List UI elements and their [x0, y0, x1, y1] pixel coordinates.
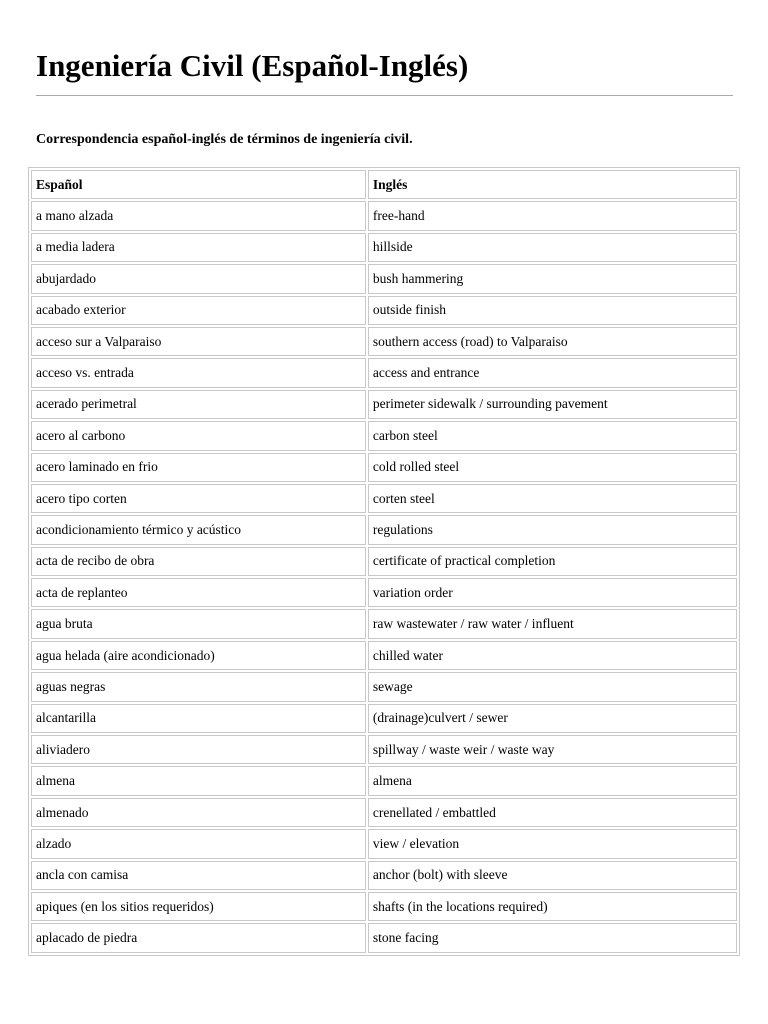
- term-english: southern access (road) to Valparaiso: [368, 327, 737, 356]
- term-english: corten steel: [368, 484, 737, 513]
- term-english: variation order: [368, 578, 737, 607]
- term-spanish: acabado exterior: [31, 296, 366, 325]
- term-spanish: acondicionamiento térmico y acústico: [31, 515, 366, 544]
- term-spanish: a mano alzada: [31, 201, 366, 230]
- term-english: access and entrance: [368, 358, 737, 387]
- term-english: anchor (bolt) with sleeve: [368, 861, 737, 890]
- table-row: [31, 578, 737, 607]
- term-english: shafts (in the locations required): [368, 892, 737, 921]
- table-row: [31, 641, 737, 670]
- table-row: [31, 798, 737, 827]
- term-spanish: aguas negras: [31, 672, 366, 701]
- term-english: crenellated / embattled: [368, 798, 737, 827]
- glossary-body: [31, 201, 737, 952]
- table-row: [31, 201, 737, 230]
- term-english: cold rolled steel: [368, 453, 737, 482]
- term-spanish: acceso vs. entrada: [31, 358, 366, 387]
- term-english: certificate of practical completion: [368, 547, 737, 576]
- table-row: [31, 829, 737, 858]
- term-spanish: agua bruta: [31, 609, 366, 638]
- term-spanish: almenado: [31, 798, 366, 827]
- term-english: almena: [368, 766, 737, 795]
- title-divider: [36, 95, 733, 96]
- term-english: free-hand: [368, 201, 737, 230]
- table-row: [31, 453, 737, 482]
- table-row: [31, 296, 737, 325]
- table-row: [31, 766, 737, 795]
- term-english: stone facing: [368, 923, 737, 952]
- glossary-table: [28, 167, 740, 956]
- table-row: [31, 264, 737, 293]
- table-row: [31, 892, 737, 921]
- term-spanish: acta de recibo de obra: [31, 547, 366, 576]
- header-english: Inglés: [368, 170, 737, 199]
- table-row: [31, 923, 737, 952]
- term-spanish: acta de replanteo: [31, 578, 366, 607]
- term-english: spillway / waste weir / waste way: [368, 735, 737, 764]
- header-spanish: Español: [31, 170, 366, 199]
- term-spanish: aplacado de piedra: [31, 923, 366, 952]
- term-spanish: abujardado: [31, 264, 366, 293]
- term-spanish: aliviadero: [31, 735, 366, 764]
- term-spanish: ancla con camisa: [31, 861, 366, 890]
- term-spanish: a media ladera: [31, 233, 366, 262]
- term-english: outside finish: [368, 296, 737, 325]
- term-english: regulations: [368, 515, 737, 544]
- glossary-header-row: [31, 170, 737, 199]
- term-spanish: acceso sur a Valparaiso: [31, 327, 366, 356]
- term-spanish: agua helada (aire acondicionado): [31, 641, 366, 670]
- term-english: (drainage)culvert / sewer: [368, 704, 737, 733]
- table-row: [31, 609, 737, 638]
- term-spanish: acero al carbono: [31, 421, 366, 450]
- term-spanish: acerado perimetral: [31, 390, 366, 419]
- term-spanish: almena: [31, 766, 366, 795]
- table-row: [31, 421, 737, 450]
- table-row: [31, 484, 737, 513]
- table-row: [31, 547, 737, 576]
- table-row: [31, 735, 737, 764]
- table-row: [31, 861, 737, 890]
- term-english: perimeter sidewalk / surrounding pavement: [368, 390, 737, 419]
- table-row: [31, 390, 737, 419]
- table-row: [31, 672, 737, 701]
- term-spanish: alzado: [31, 829, 366, 858]
- table-row: [31, 704, 737, 733]
- intro-text: Correspondencia español-inglés de términos de ingeniería civil.: [36, 132, 413, 147]
- term-english: sewage: [368, 672, 737, 701]
- table-row: [31, 233, 737, 262]
- table-row: [31, 327, 737, 356]
- page-title: Ingeniería Civil (Español-Inglés): [36, 48, 469, 83]
- term-spanish: acero tipo corten: [31, 484, 366, 513]
- term-english: chilled water: [368, 641, 737, 670]
- term-english: view / elevation: [368, 829, 737, 858]
- table-row: [31, 358, 737, 387]
- term-english: raw wastewater / raw water / influent: [368, 609, 737, 638]
- term-spanish: apiques (en los sitios requeridos): [31, 892, 366, 921]
- term-english: bush hammering: [368, 264, 737, 293]
- term-spanish: alcantarilla: [31, 704, 366, 733]
- term-spanish: acero laminado en frio: [31, 453, 366, 482]
- term-english: hillside: [368, 233, 737, 262]
- term-english: carbon steel: [368, 421, 737, 450]
- table-row: [31, 515, 737, 544]
